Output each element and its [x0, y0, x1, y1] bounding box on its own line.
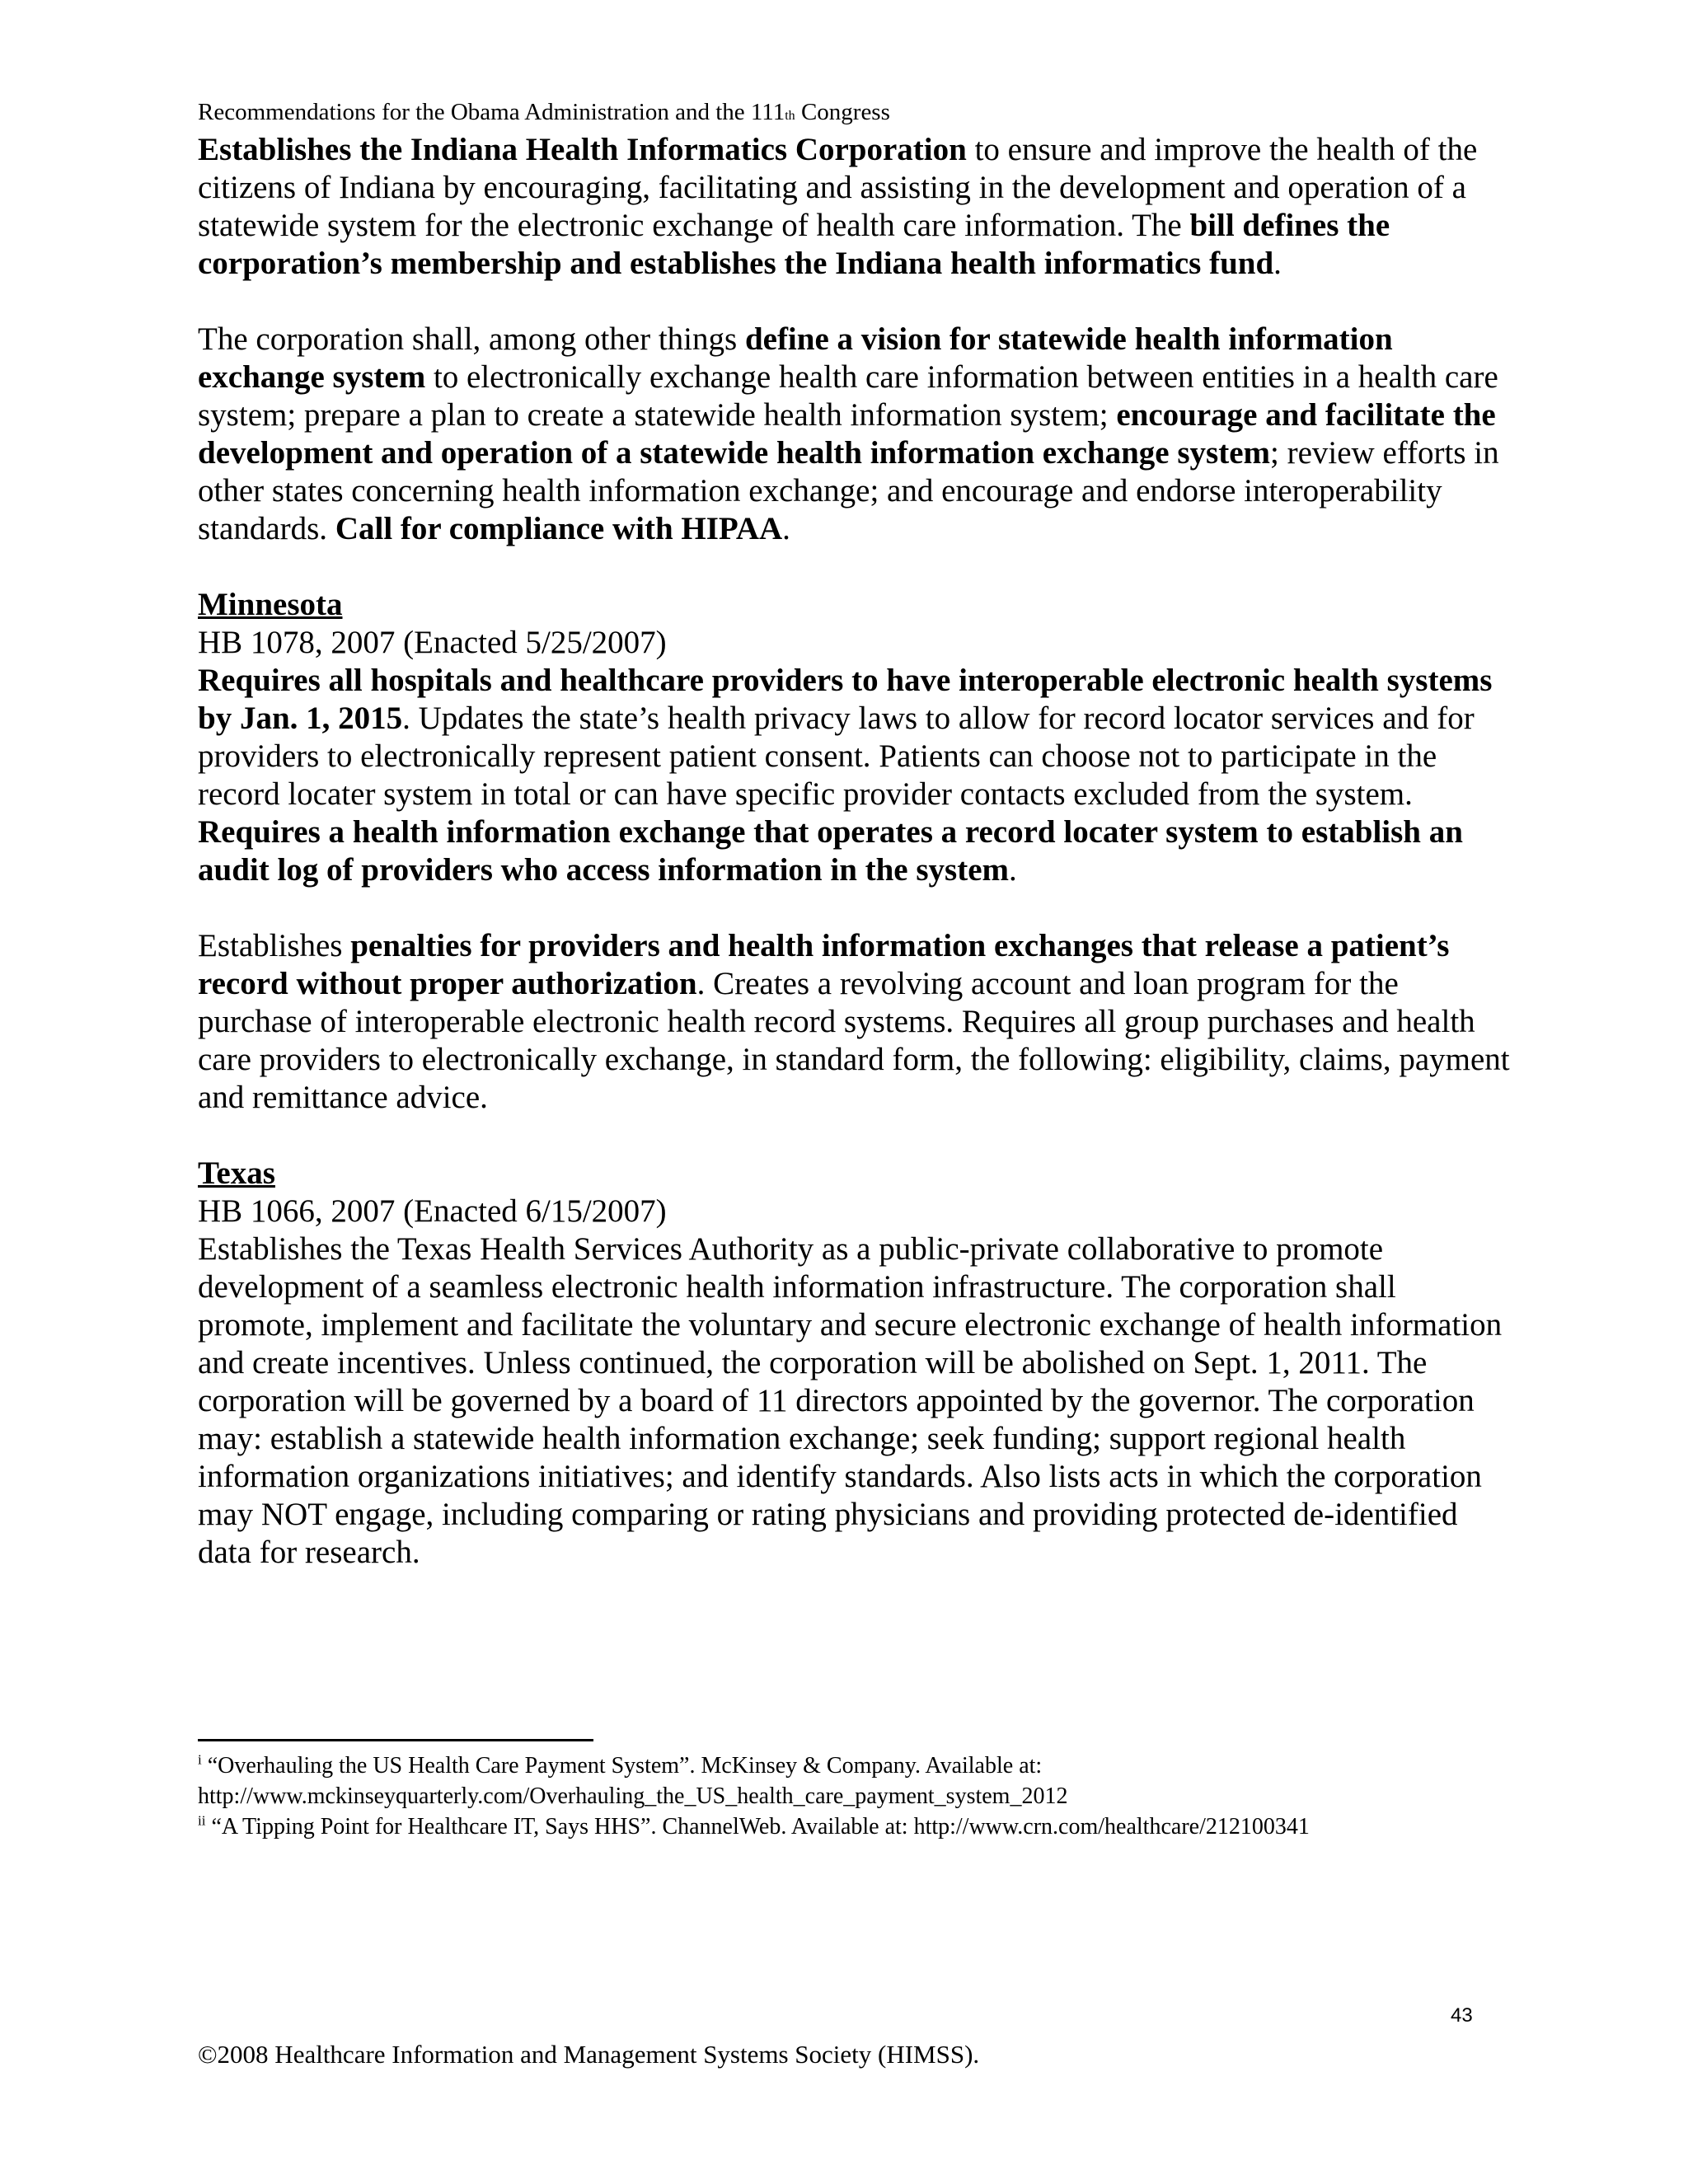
running-header: [198, 97, 1517, 131]
minnesota-p1-text-1: . Updates the state’s health privacy laws to allow for record locator services and for providers to electronically represent patient consent. Patients can choose not to participate in the record locater system in total or can have specific provider contacts excluded from the system.: [198, 701, 1475, 812]
minnesota-heading: Minnesota: [198, 587, 343, 622]
minnesota-bill: HB 1078, 2007 (Enacted 5/25/2007): [198, 625, 667, 660]
indiana-p2-text-2: to electronically exchange health care information between entities in a health care system; prepare a plan to create a statewide health information system;: [198, 359, 1498, 433]
copyright-footer: ©2008 Healthcare Information and Management Systems Society (HIMSS).: [198, 2040, 980, 2069]
indiana-p1-text-2: .: [1273, 246, 1282, 281]
minnesota-p2-bold-1: penalties for providers and health information exchanges that release a patient’s record without proper authorization: [198, 928, 1450, 1001]
indiana-p2-bold-2: encourage and facilitate the development and operation of a statewide health information exchange system: [198, 397, 1496, 471]
indiana-p2-text-1: The corporation shall, among other things: [198, 321, 745, 357]
indiana-paragraph-1: [198, 131, 1517, 283]
minnesota-paragraph-1: [198, 662, 1517, 889]
minnesota-p1-text-2: .: [1009, 852, 1017, 888]
minnesota-p1-bold-1: Requires all hospitals and healthcare providers to have interoperable electronic health systems by Jan. 1, 2015: [198, 663, 1493, 736]
header-text: Recommendations for the Obama Administration and the 111: [198, 99, 785, 125]
minnesota-paragraph-2: [198, 927, 1517, 1117]
footnote-text: “A Tipping Point for Healthcare IT, Says HHS”. ChannelWeb. Available at: http://www.crn.com/healthcare/212100341: [205, 1814, 1310, 1840]
texas-paragraph-1: Establishes the Texas Health Services Authority as a public-private collaborative to promote development of a seamless electronic health information infrastructure. The corporation shall promote, implement and facilitate the voluntary and secure electronic exchange of health information and create incentives. Unless continued, the corporation will be abolished on Sept. 1, 2011. The corporation will be governed by a board of 11 directors appointed by the governor. The corporation may: establish a statewide health information exchange; seek funding; support regional health information organizations initiatives; and identify standards. Also lists acts in which the corporation may NOT engage, including comparing or rating physicians and providing protected de-identified data for research.: [198, 1231, 1503, 1570]
footnotes: [198, 1750, 1533, 1842]
footnote-ii: [198, 1811, 1533, 1842]
footnote-i: [198, 1750, 1533, 1811]
indiana-p2-text-4: .: [782, 511, 790, 546]
footnote-divider: [198, 1739, 593, 1741]
footnote-marker: ii: [198, 1812, 206, 1829]
footnote-text: “Overhauling the US Health Care Payment System”. McKinsey & Company. Available at: http://www.mckinseyquarterly.com/Overhauling_the_US_health_care_payment_system_2012: [198, 1753, 1068, 1809]
indiana-p1-text-1: to ensure and improve the health of the citizens of Indiana by encouraging, facilitating and assisting in the development and operation of a statewide system for the electronic exchange of health care information. The: [198, 132, 1478, 243]
texas-heading: Texas: [198, 1155, 275, 1191]
indiana-p2-text-3: ; review efforts in other states concerning health information exchange; and encourage and endorse interoperability standards.: [198, 435, 1499, 546]
header-text-end: Congress: [795, 99, 890, 125]
indiana-paragraph-2: [198, 321, 1517, 548]
minnesota-p2-text-2: . Creates a revolving account and loan program for the purchase of interoperable electronic health record systems. Requires all group purchases and health care providers to electronically exchange, in standard form, the following: eligibility, claims, payment and remittance advice.: [198, 966, 1510, 1115]
indiana-p2-bold-3: Call for compliance with HIPAA: [335, 511, 783, 546]
header-superscript: th: [785, 109, 795, 123]
page-body: [198, 97, 1517, 1572]
footnote-marker: i: [198, 1751, 202, 1768]
texas-bill: HB 1066, 2007 (Enacted 6/15/2007): [198, 1193, 667, 1229]
minnesota-p2-text-1: Establishes: [198, 928, 351, 963]
indiana-p1-bold-2: bill defines the corporation’s membership and establishes the Indiana health informatics fund: [198, 208, 1390, 281]
indiana-p1-bold-1: Establishes the Indiana Health Informatics Corporation: [198, 132, 967, 167]
page-number: 43: [1451, 2004, 1473, 2027]
indiana-p2-bold-1: define a vision for statewide health information exchange system: [198, 321, 1393, 395]
minnesota-p1-bold-2: Requires a health information exchange that operates a record locater system to establish an audit log of providers who access information in the system: [198, 814, 1463, 888]
